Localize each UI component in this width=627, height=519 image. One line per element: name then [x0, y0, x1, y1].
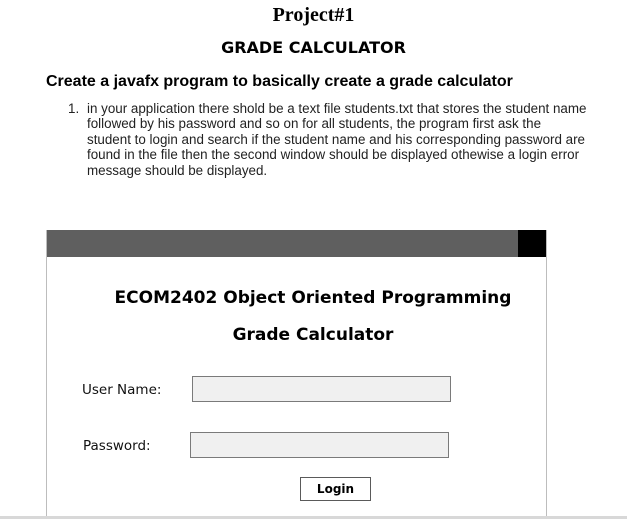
- username-label: User Name:: [82, 382, 162, 398]
- username-input[interactable]: [192, 376, 451, 402]
- task-list: [68, 101, 588, 178]
- list-item-number: 1.: [68, 101, 80, 116]
- task-heading: Create a javafx program to basically create a grade calculator: [46, 73, 513, 90]
- document-subtitle: GRADE CALCULATOR: [221, 38, 406, 57]
- document-title: Project#1: [272, 4, 355, 26]
- window-titlebar: [47, 230, 546, 257]
- list-item-text: in your application there shold be a text file students.txt that stores the student name followed by his password and so on for all students, the program first ask the student to login and search if the student name and his corresponding password are found in the file then the second window should be displayed othewise a login error message should be displayed.: [87, 101, 587, 178]
- login-window-screenshot: [46, 230, 547, 519]
- login-button[interactable]: Login: [300, 477, 371, 501]
- password-input[interactable]: [190, 432, 449, 458]
- window-heading-course: ECOM2402 Object Oriented Programming: [114, 288, 512, 308]
- password-label: Password:: [83, 438, 151, 454]
- window-heading-app: Grade Calculator: [232, 325, 394, 345]
- titlebar-control-block[interactable]: [518, 230, 546, 257]
- list-item: [68, 101, 588, 178]
